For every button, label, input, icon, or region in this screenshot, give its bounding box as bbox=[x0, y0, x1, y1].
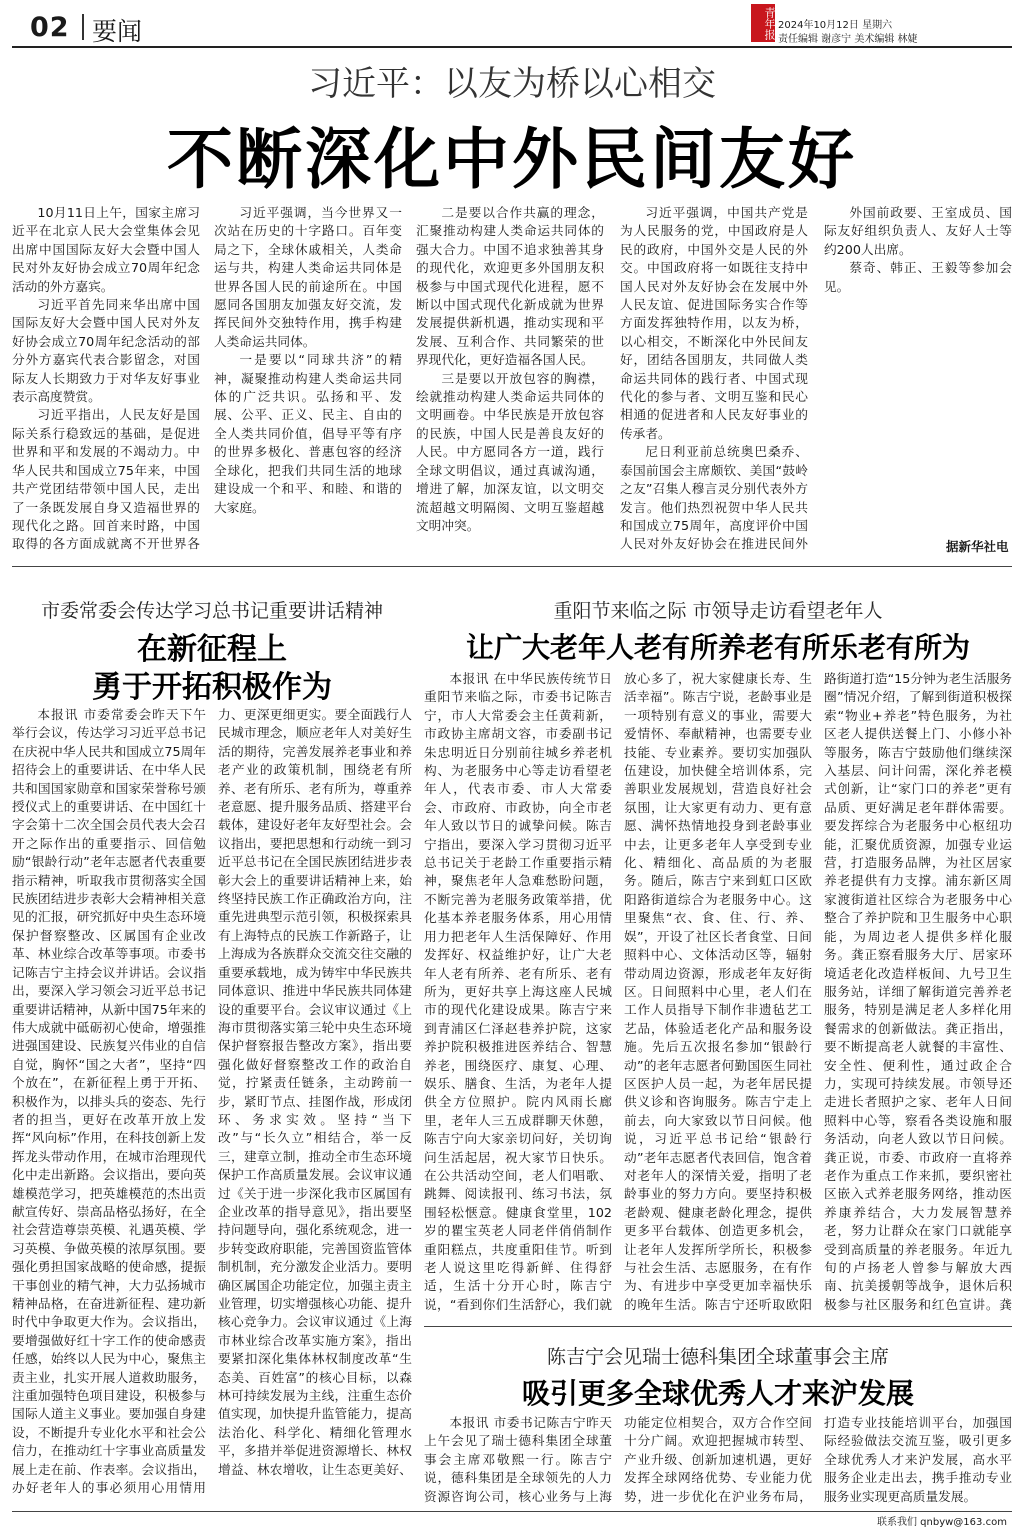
lead-paragraph: 二是要以合作共赢的理念，汇聚推动构建人类命运共同体的强大合力。中国不追求独善其身的现代化，欢迎更多外国朋友积极参与中国式现代化进程，愿不断以中国式现代化新成就为世界发展提供新机遇，推动实现和平发展、互利合作、共同繁荣的世界现代化，更好造福各国人民。 bbox=[416, 205, 604, 368]
lead-source: 据新华社电 bbox=[946, 539, 1009, 554]
section-name: 要闻 bbox=[92, 17, 143, 46]
lead-column-5 bbox=[824, 204, 1012, 534]
newspaper-logo: 青年报 bbox=[751, 4, 775, 42]
story2-body bbox=[12, 706, 412, 1508]
story3-headline: 让广大老年人老有所养老有所乐老有所为 bbox=[465, 631, 970, 664]
lead-paragraph: 蔡奇、韩正、王毅等参加会见。 bbox=[824, 260, 1012, 294]
lead-paragraph: 习近平强调，中国共产党是为人民服务的党，中国政府是人民的政府，中国外交是人民的外交。中国政府将一如既往支持中国人民对外友好协会在发展中外人民友谊、促进国际务实合作等方面发挥独特作用，以友为桥，以心相交，不断深化中外民间友好，团结各国朋友，共同做人类命运共同体的践行者、中国式现代化的参与者、文明互鉴和民心相通的促进者和人民友好事业的传承者。 bbox=[620, 205, 808, 441]
story2-kicker: 市委常委会传达学习总书记重要讲话精神 bbox=[40, 600, 383, 622]
lead-paragraph: 习近平首先同来华出席中国国际友好大会暨中国人民对外友好协会成立70周年纪念活动的部分外方嘉宾代表合影留念，对国际友人长期致力于对华友好事业表示高度赞赏。 bbox=[12, 297, 200, 405]
story4-kicker: 陈吉宁会见瑞士德科集团全球董事会主席 bbox=[546, 1346, 889, 1368]
lead-paragraph: 三是要以开放包容的胸襟，绘就推动构建人类命运共同体的文明画卷。中华民族是开放包容的民族，中国人民是善良友好的人民。中方愿同各方一道，践行全球文明倡议，通过真诚沟通，增进了解，加深友谊，以文明交流超越文明隔阂、文明互鉴超越文明冲突。 bbox=[416, 370, 604, 533]
story-divider bbox=[424, 1326, 1012, 1327]
story4-text: 本报讯 市委书记陈吉宁昨天上午会见了瑞士德科集团全球董事会主席邓敬熙一行。陈吉宁说，德科集团是全球领先的人力资源咨询公司，核心业务与上海功能定位相契合，双方合作空间十分广阔。欢迎把握城市转型、产业升级、创新加速机遇，更好发挥全球网络优势、专业能力优势，进一步优化在沪业务布局，打造专业技能培训平台，加强国际经验做法交流互鉴，吸引更多全球优秀人才来沪发展，高水平服务企业走出去，携手推动专业服务业实现更高质量发展。 bbox=[424, 1415, 1012, 1504]
lead-paragraph: 10月11日上午，国家主席习近平在北京人民大会堂集体会见出席中国国际友好大会暨中国人民对外友好协会成立70周年纪念活动的外方嘉宾。 bbox=[12, 205, 200, 294]
header-divider bbox=[82, 14, 84, 40]
section-divider bbox=[12, 566, 1012, 567]
lead-kicker: 习近平：以友为桥以心相交 bbox=[308, 64, 716, 104]
lead-headline: 不断深化中外民间友好 bbox=[167, 121, 857, 198]
page-number: 02 bbox=[30, 12, 70, 43]
page-header bbox=[0, 0, 1024, 48]
story3-text: 本报讯 在中华民族传统节日重阳节来临之际，市委书记陈吉宁，市人大常委会主任黄莉新，市政协主席胡文容，市委副书记朱忠明近日分别前往城乡养老机构、为老服务中心等走访看望老年人，代表市委、市人大常委会、市政府、市政协，向全市老年人致以节日的诚挚问候。陈吉宁指出，要深入学习贯彻习近平总书记关于老龄工作重要指示精神，聚焦老年人急难愁盼问题，不断完善为老服务政策举措，优化基本养老服务体系，用心用情用力把老年人生活保障好、作用发挥好、权益维护好，让广大老年人老有所养、老有所乐、老有所为，更好共享上海这座人民城市的现代化建设成果。陈吉宁来到青浦区仁泽赵巷养护院，这家养护院积极推进医养结合、智慧养老，围绕医疗、康复、心理、娱乐、膳食、生活，为老年人提供全方位照护。院内风雨长廊里，老年人三五成群聊天休憩，陈吉宁向大家亲切问好，关切询问生活起居，祝大家节日快乐。在公共活动空间，老人们唱歌、跳舞、阅读报刊、练习书法，氛围轻松惬意。健康食堂里，102岁的瞿宝英老人同老伴俏俏制作重阳糕点，共度重阳佳节。听到老人说这里吃得新鲜、住得舒适，生活十分开心时，陈吉宁说，“看到你们生活舒心，我们就放心多了，祝大家健康长寿、生活幸福”。陈吉宁说，老龄事业是一项特别有意义的事业，需要大爱情怀、奉献精神，也需要专业技能、专业素养。要切实加强队伍建设，加快健全培训体系，完善职业发展规划，营造良好社会氛围，让大家更有动力、更有意愿、满怀热情地投身到老龄事业中去，让更多老年人享受到专业化、精细化、高品质的为老服务。随后，陈吉宁来到虹口区欧阳路街道综合为老服务中心。这里聚焦“衣、食、住、行、养、娱”，开设了社区长者食堂、日间照料中心、文体活动区等，辐射带动周边资源，形成老年友好街区。日间照料中心里，老人们在工作人员指导下制作非遗毡艺工艺品，体验适老化产品和服务设施。先后五次报名参加“银龄行动”的老年志愿者何勤国医生同社区医护人员一起，为老年居民提供义诊和咨询服务。陈吉宁走上前去，向大家致以节日问候。他说，习近平总书记给“银龄行动”老年志愿者代表回信，饱含着对老年人的深情关爱，指明了老龄事业的努力方向。要坚持积极老龄观、健康老龄化理念，提供更多平台载体、创造更多机会，让老年人发挥所学所长，积极参与社会生活、志愿服务，在有作为、有进步中享受更加幸福快乐的晚年生活。陈吉宁还听取欧阳路街道打造“15分钟为老生活服务圈”情况介绍，了解到街道积极探索“物业+养老”特色服务，为社区老人提供送餐上门、小修小补等服务，陈吉宁鼓励他们继续深入基层、问计问需，深化养老模式创新，让“家门口的养老”更有品质、更好满足老年群体需要。要发挥综合为老服务中心枢纽功能，汇聚优质资源，加强专业运营，打造服务品牌，为社区居家养老提供有力支撑。浦东新区周家渡街道社区综合为老服务中心整合了养护院和卫生服务中心职能，为周边老人提供多样化服务。龚正察看服务大厅、居家环境适老化改造样板间、九号卫生服务站，详细了解街道完善养老服务，特别是满足老人多样化用餐需求的创新做法。龚正指出，要不断提高老人就餐的丰富性、安全性、便利性，通过政企合力，实现可持续发展。市领导还走进长者照护之家、老年人日间照料中心等，察看各类设施和服务活动，向老人致以节日问候。龚正说，市委、市政府一直将养老作为重点工作来抓，要织密社区嵌入式养老服务网络，推动医养康养结合，大力发展智慧养老，努力让群众在家门口就能享受到高质量的养老服务。年近九旬的卢扬老人曾参与解放大西南、抗美援朝等战争，退休后积极参与社区服务和红色宣讲。龚 bbox=[424, 671, 1012, 1312]
lead-paragraph: 尼日利亚前总统奥巴桑乔、泰国前国会主席颇钦、美国“鼓岭之友”召集人穆言灵分别代表外方发言。他们热烈祝贺中华人民共和国成立75周年，高度评价中国人民对外友好协会在推进民间外 bbox=[620, 444, 808, 552]
story2-headline-line1: 在新征程上 bbox=[137, 632, 287, 667]
story3-kicker: 重阳节来临之际 市领导走访看望老年人 bbox=[553, 600, 883, 622]
lead-paragraph: 外国前政要、王室成员、国际友好组织负责人、友好人士等约200人出席。 bbox=[824, 205, 1012, 257]
lead-column-2 bbox=[214, 204, 402, 552]
lead-column-4 bbox=[620, 204, 808, 552]
lead-column-3 bbox=[416, 204, 604, 552]
story2-text: 本报讯 市委常委会昨天下午举行会议，传达学习习近平总书记在庆祝中华人民共和国成立75周年招待会上的重要讲话、在中华人民共和国国家勋章和国家荣誉称号颁授仪式上的重要讲话、在中国红十字会第十二次全国会员代表大会召开之际作出的重要指示、回信勉励“银龄行动”老年志愿者代表重要指示精神，听取我市贯彻落实全国民族团结进步表彰大会精神相关意见的汇报，研究抓好中央生态环境保护督察整改、区属国有企业改革、林业综合改革等事项。市委书记陈吉宁主持会议并讲话。会议指出，要深入学习领会习近平总书记重要讲话精神，从新中国75年来的伟大成就中砥砺初心使命，增强推进强国建设、民族复兴伟业的自信自觉，胸怀“国之大者”，坚持“四个放在”，在新征程上勇于开拓、积极作为，以排头兵的姿态、先行者的担当，更好在改革开放上发挥“风向标”作用，在科技创新上发挥龙头带动作用，在城市治理现代化中走出新路。会议指出，要向英雄模范学习，把英雄模范的杰出贡献宣传好、崇高品格弘扬好，在全社会营造尊崇英模、礼遇英模、学习英模、争做英模的浓厚氛围。要强化勇担国家战略的使命感，提振干事创业的精气神，大力弘扬城市精神品格，在奋进新征程、建功新时代中争取更大作为。会议指出，要增强做好红十字工作的使命感责任感，始终以人民为中心，聚焦主责主业，扎实开展人道救助服务，注重加强特色项目建设，积极参与国际人道主义事业。要加强自身建设，不断提升专业化水平和社会公信力，在推动红十字事业高质量发展上走在前、作表率。会议指出，办好老年人的事必须用心用情用力、更深更细更实。要全面践行人民城市理念，顺应老年人对美好生活的期待，完善发展养老事业和养老产业的政策机制，围绕老有所养、老有所乐、老有所为，尊重养老意愿、提升服务品质、搭建平台载体，建设好老年友好型社会。会议指出，要把思想和行动统一到习近平总书记在全国民族团结进步表彰大会上的重要讲话精神上来，始终坚持民族工作正确政治方向，注重先进典型示范引领，积极探索具有上海特点的民族工作新路子，让上海成为各族群众交流交往交融的重要承载地，成为铸牢中华民族共同体意识、推进中华民族共同体建设的重要平台。会议审议通过《上海市贯彻落实第三轮中央生态环境保护督察报告整改方案》，指出要强化做好督察整改工作的政治自觉，拧紧责任链条，主动跨前一步，紧盯节点、挂图作战，形成闭环、务求实效。坚持“当下改”与“长久立”相结合，举一反三，建章立制，推动全市生态环境保护工作高质量发展。会议审议通过《关于进一步深化我市区属国有企业改革的指导意见》，指出要坚持问题导向，强化系统观念，进一步转变政府职能，完善国资监管体制机制，充分激发企业活力。要明确区属国企功能定位，加强主责主业管理，切实增强核心功能、提升核心竞争力。会议审议通过《上海市林业综合改革实施方案》，指出要紧扣深化集体林权制度改革“生态美、百姓富”的核心目标，以森林可持续发展为主线，注重生态价值实现，加快提升监管能力，提高法治化、科学化、精细化管理水平，多措并举促进资源增长、林权增益、林农增收，让生态更美好、 bbox=[12, 707, 412, 1496]
story4-headline: 吸引更多全球优秀人才来沪发展 bbox=[521, 1377, 914, 1410]
story2-headline-line2: 勇于开拓积极作为 bbox=[92, 670, 332, 705]
lead-paragraph: 习近平强调，当今世界又一次站在历史的十字路口。百年变局之下，全球休戚相关，人类命运与共，构建人类命运共同体是世界各国人民的前途所在。中国愿同各国朋友加强友好交流，发挥民间外交独特作用，携手构建人类命运共同体。 bbox=[214, 205, 402, 349]
issue-date: 2024年10月12日 星期六 bbox=[778, 20, 893, 31]
story3-body bbox=[424, 670, 1012, 1318]
footer-contact: 联系我们 qnbyw@163.com bbox=[877, 1517, 1007, 1528]
lead-paragraph: 习近平指出，人民友好是国际关系行稳致远的基础，是促进世界和平和发展的不竭动力。中华人民共和国成立75年来，中国共产党团结带领中国人民，走出了一条既发展自身又造福世界的现代化之路。回首来时路，中国取得的各方面成就离不开世界各 bbox=[12, 407, 200, 552]
header-rule bbox=[12, 46, 1012, 48]
editors-credit: 责任编辑 谢彦宁 美术编辑 林婕 bbox=[778, 34, 918, 45]
story4-body bbox=[424, 1414, 1012, 1508]
lead-column-1 bbox=[12, 204, 200, 552]
lead-paragraph: 一是要以“同球共济”的精神，凝聚推动构建人类命运共同体的广泛共识。弘扬和平、发展、公平、正义、民主、自由的全人类共同价值，倡导平等有序的世界多极化、普惠包容的经济全球化，把我们共同生活的地球建设成一个和平、和睦、和谐的大家庭。 bbox=[214, 352, 402, 515]
footer-rule bbox=[12, 1511, 1012, 1512]
